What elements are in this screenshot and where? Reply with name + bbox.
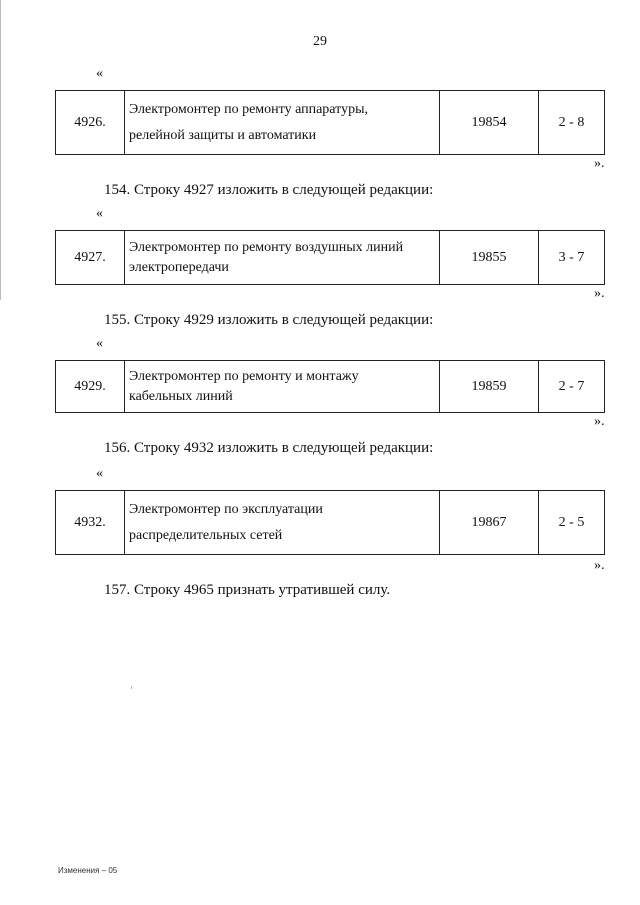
row-name-line: распределительных сетей xyxy=(129,527,283,543)
row-code-cell: 4926. xyxy=(56,91,125,155)
row-code-cell: 4927. xyxy=(56,231,125,285)
row-range-cell: 3 - 7 xyxy=(539,231,605,285)
row-number-cell: 19859 xyxy=(440,361,539,413)
quote-close: ». xyxy=(594,414,605,429)
quote-close: ». xyxy=(594,558,605,573)
row-range-cell: 2 - 7 xyxy=(539,361,605,413)
row-name-cell xyxy=(125,91,440,155)
row-number-cell: 19867 xyxy=(440,491,539,555)
row-name-line: Электромонтер по ремонту аппаратуры, xyxy=(129,101,368,117)
row-name-cell xyxy=(125,231,440,285)
quote-close: ». xyxy=(594,156,605,171)
instruction-155: 155. Строку 4929 изложить в следующей редакции: xyxy=(104,312,434,328)
row-number-cell: 19855 xyxy=(440,231,539,285)
row-range-cell: 2 - 5 xyxy=(539,491,605,555)
row-name-line: Электромонтер по ремонту воздушных линий xyxy=(129,239,404,255)
instruction-156: 156. Строку 4932 изложить в следующей редакции: xyxy=(104,440,434,456)
scan-mark xyxy=(0,0,1,300)
row-4927-table xyxy=(55,230,605,285)
quote-close: ». xyxy=(594,286,605,301)
row-4926-table xyxy=(55,90,605,155)
row-name-line: Электромонтер по ремонту и монтажу xyxy=(129,368,359,384)
row-4932-table xyxy=(55,490,605,555)
row-name-line: релейной защиты и автоматики xyxy=(129,127,317,143)
row-name-line: электропередачи xyxy=(129,259,229,275)
row-4929-table xyxy=(55,360,605,413)
row-name-cell xyxy=(125,491,440,555)
page-number: 29 xyxy=(313,34,327,49)
row-name-line: Электромонтер по эксплуатации xyxy=(129,501,323,517)
instruction-157: 157. Строку 4965 признать утратившей силу. xyxy=(104,582,391,598)
row-code-cell: 4932. xyxy=(56,491,125,555)
row-range-cell: 2 - 8 xyxy=(539,91,605,155)
quote-open: « xyxy=(96,466,103,481)
row-number-cell: 19854 xyxy=(440,91,539,155)
quote-open: « xyxy=(96,66,103,81)
row-name-line: кабельных линий xyxy=(129,388,233,404)
instruction-154: 154. Строку 4927 изложить в следующей редакции: xyxy=(104,182,434,198)
quote-open: « xyxy=(96,336,103,351)
row-name-cell xyxy=(125,361,440,413)
row-code-cell: 4929. xyxy=(56,361,125,413)
scan-mark xyxy=(131,686,132,689)
quote-open: « xyxy=(96,206,103,221)
page-footer: Изменения – 05 xyxy=(58,866,118,875)
